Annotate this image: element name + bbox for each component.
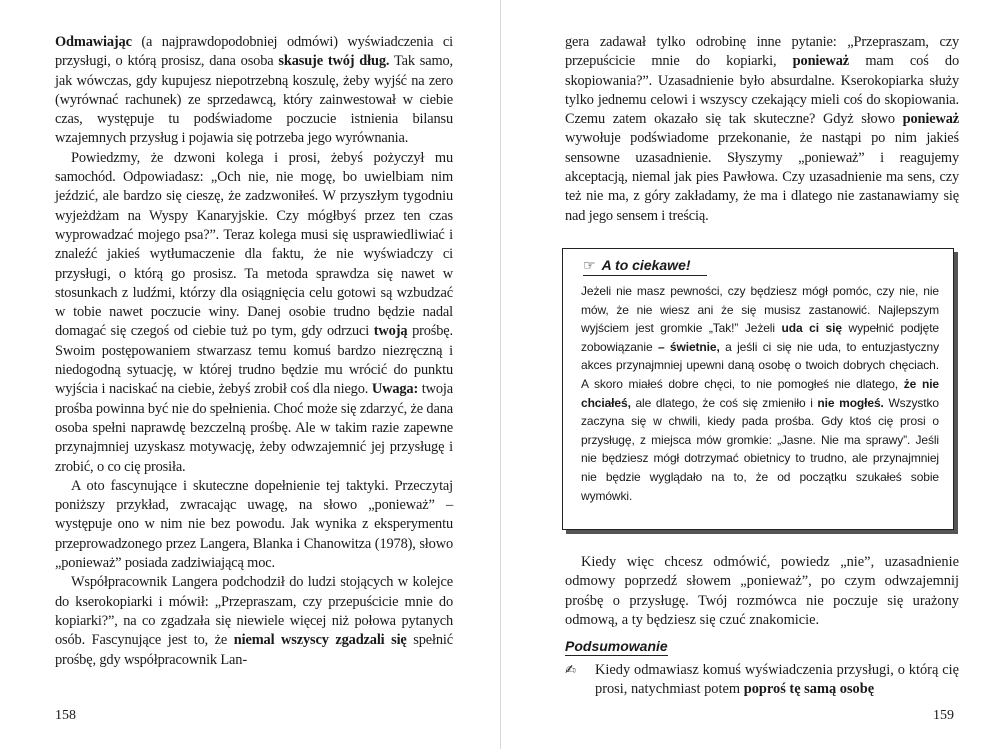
- info-box-heading: [583, 257, 707, 276]
- paragraph: [565, 33, 959, 226]
- bold-text: Odmawiając: [55, 34, 132, 50]
- page-number: 158: [55, 708, 76, 723]
- text-run: spełnić prośbę, gdy współpracownik Lan-: [55, 632, 453, 668]
- text-run: prośbę. Swoim postępowaniem stwarzasz temu komuś bardzo niezręczną i niedogodną sytuację, w której trudno będzie mu wrócić do punktu wyjścia i naciskać na ciebie, żebyś zrobił coś dla niego.: [55, 323, 453, 398]
- right-page: [500, 0, 1002, 749]
- bold-text: twoją: [373, 323, 408, 340]
- pointing-hand-icon: ☞: [583, 257, 596, 273]
- text-run: Jeżeli nie masz pewności, czy będziesz mógł pomóc, czy nie, nie mów, że nie wiesz ani że się musisz zastanowić. Najlepszym wyjściem jest gromkie „Tak!” Jeżeli: [581, 284, 939, 336]
- paragraph: [55, 477, 453, 573]
- text-run: a jeśli ci się nie uda, to entuzjastyczny akces przynajmniej upewni daną osobę o twoich dobrych chęciach. A skoro miałeś dobre chęci, to nie pomogłeś nie dlatego,: [581, 339, 940, 391]
- text-run: ale dlatego, że coś się zmieniło i: [630, 395, 818, 410]
- left-page: [0, 0, 500, 749]
- bold-text: ponieważ: [792, 53, 850, 70]
- text-run: Wszystko zaczyna się w chwili, kiedy pada prośba. Gdy ktoś cię prosi o przysługę, z miejsca mów gromkie: „Jasne. Nie ma sprawy”. Jeśli nie będziesz mógł dotrzymać obietnicy to trudno, ale przynajmniej nie będzie wyglądało na to, że od początku szukałeś sobie wymówki.: [581, 395, 939, 503]
- text-run: Kiedy odmawiasz komuś wyświadczenia przysługi, o którą cię prosi, natychmiast potem: [595, 662, 959, 698]
- bold-text: niemal wszyscy zgadzali się: [233, 632, 407, 649]
- text-run: A oto fascynujące i skuteczne dopełnienie tej taktyki. Przeczytaj poniższy przykład, zwracając uwagę, na słowo „ponieważ” – występuje ono w nim nie bez powodu. Jak wynika z eksperymentu przeprowadzonego przez Langera, Blanka i Chanowitza (1978), słowo „ponieważ” posiada zadziwiającą moc.: [55, 477, 453, 572]
- info-box: [562, 248, 954, 530]
- paragraph: [55, 573, 453, 669]
- text-run: twoja prośba powinna być nie do spełnienia. Choć może się zdarzyć, że dana osoba spełni naprawdę bezczelną prośbę. Ale w takim razie zapewne przynajmniej uzyskasz motywację, żeby odwzajemnić jej przysługę i zrobić, o co cię prosiła.: [55, 381, 453, 475]
- writing-hand-icon: ✍: [565, 663, 576, 678]
- right-page-text: [565, 33, 959, 226]
- text-run: mam coś do skopiowania?”. Uzasadnienie było absurdalne. Kserokopiarka służy tylko jednemu celowi i wszyscy czekający mieli coś do skopiowania. Czemu zatem okazało się tak skuteczne? Gdyż słowo: [565, 53, 960, 128]
- bold-text: Uwaga:: [371, 381, 419, 398]
- text-run: Współpracownik Langera podchodził do ludzi stojących w kolejce do kserokopiarki i mówił: „Przepraszam, czy przepuścicie mnie do kopiarki?”, na co zgadzała się niewiele więcej niż połowa pytanych osób. Fascynujące jest to, że: [55, 574, 453, 649]
- right-page-conclusion: [565, 553, 959, 630]
- text-run: wywołuje podświadome przekonanie, że nastąpi po nim jakieś sensowne uzasadnienie. Słyszymy „ponieważ” i reagujemy akceptacją, niemal jak pies Pawłowa. Czy uzasadnienie ma sens, czy też nie ma, z góry zakładamy, że ma i dlatego nie zastanawiamy się nad jego sensem i treścią.: [565, 130, 959, 224]
- paragraph: [55, 33, 453, 149]
- paragraph: Kiedy więc chcesz odmówić, powiedz „nie”, uzasadnienie odmowy poprzedź słowem „ponieważ”, po czym odwzajemnij prośbę o przysługę. Twój rozmówca nie poczuje się urażony odmową, a ty będziesz się czuć znakomicie.: [565, 554, 959, 628]
- bold-text: nie mogłeś.: [817, 395, 884, 410]
- info-box-title: A to ciekawe!: [601, 257, 691, 273]
- summary-text: [595, 661, 959, 700]
- bold-text: skasuje twój dług.: [278, 53, 390, 70]
- paragraph: [55, 149, 453, 477]
- text-run: Tak samo, jak wówczas, gdy kupujesz niepotrzebną koszulę, żeby wyjść na zero (wyrównać rachunek) ze sprzedawcą, który zainwestował w ciebie czas, występuje tu podświadome poczucie istnienia bilansu wzajemnych przysług i pojawia się potrzeba jego wyrównania.: [55, 53, 453, 147]
- text-run: (a najprawdopodobniej odmówi) wyświadczenia ci przysługi, o którą prosisz, dana osoba: [55, 34, 453, 70]
- left-page-text: [55, 33, 453, 670]
- info-box-text: [581, 282, 939, 505]
- page-number: 159: [933, 708, 954, 723]
- bold-text: – świetnie,: [657, 339, 720, 354]
- bold-text: uda ci się: [781, 321, 842, 336]
- summary-heading: Podsumowanie: [565, 638, 668, 654]
- summary: [565, 661, 959, 700]
- text-run: wypełnić podjęte zobowiązanie: [581, 321, 939, 354]
- text-run: gera zadawał tylko odrobinę inne pytanie: „Przepraszam, czy przepuścicie mnie do kopiarki,: [565, 34, 959, 70]
- text-run: Powiedzmy, że dzwoni kolega i prosi, żebyś pożyczył mu samochód. Odpowiadasz: „Och nie, nie mogę, bo uwielbiam nim jeździć, ale bardzo się cieszę, że zadzwoniłeś. W przyszłym tygodniu wyjeżdżam na Wyspy Kanaryjskie. Czy mógłbyś przez ten czas wyprowadzać mojego psa?”. Teraz kolega musi się usprawiedliwiać i znaleźć jakieś wytłumaczenie dla faktu, że nie wyświadczy ci przysługi, o którą go prosisz. Ta metoda sprawdza się nawet w stosunkach z ludźmi, którzy dla osiągnięcia celu gotowi są wzbudzać w tobie nawet poczucie winy. Danej osobie trudno będzie nadal domagać się czegoś od ciebie tuż po tym, gdy odrzuci: [55, 149, 453, 340]
- bold-text: ponieważ: [902, 111, 959, 128]
- bold-text: że nie chciałeś,: [581, 376, 940, 410]
- bold-text: poproś tę samą osobę: [743, 681, 875, 698]
